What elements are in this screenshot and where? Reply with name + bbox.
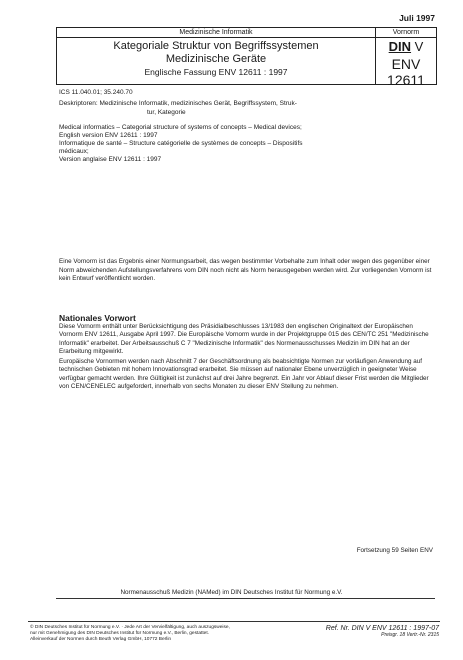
category-label: Medizinische Informatik [57, 28, 375, 38]
title-line-1: Kategoriale Struktur von Begriffssystemen [113, 40, 319, 52]
section-title: Nationales Vorwort [59, 313, 136, 323]
title-fr-version: Version anglaise ENV 12611 : 1997 [59, 156, 162, 163]
vornorm-note: Eine Vornorm ist das Ergebnis einer Normungsarbeit, das wegen bestimmter Vorbehalte zum Inhalt oder wegen des gegenüber einer Norm abweichenden Aufstellungsverfahrens vom DIN noch nicht als Norm herausgegeben werden wird. Zur vorliegenden Vornorm ist kein Entwurf veröffentlicht worden. [59, 258, 432, 282]
issue-date: Juli 1997 [399, 13, 435, 23]
foreword-paragraph-2: Europäische Vornormen werden nach Abschnitt 7 der Geschäftsordnung als beabsichtigte Normen zur vorläufigen Anwendung auf technischen Gebieten mit hohem Innovationsgrad erarbeitet. Sie müssen auf nationaler Ebene unverzüglich in geeigneter Weise verfügbar gemacht werden. Ihre Gültigkeit ist zunächst auf drei Jahre begrenzt. Ein Jahr vor Ablauf dieser Frist werden die Mitglieder von CEN/CENELEC aufgefordert, innerhalb von sechs Monaten zu dieser ENV Stellung zu nehmen. [59, 358, 429, 390]
din-suffix: V [414, 39, 424, 54]
deskriptoren-line-1: Medizinische Informatik, medizinisches Gerät, Begriffssystem, Struk- [99, 100, 297, 107]
title-block-right [376, 28, 436, 88]
bottom-divider [28, 621, 440, 622]
footer-divider [56, 598, 435, 599]
vornorm-label: Vornorm [376, 28, 436, 38]
title-line-2: Medizinische Geräte [165, 53, 267, 65]
copyright-line-2: nur mit Genehmigung des DIN Deutsches Institut für Normung e.V., Berlin, gestattet. [30, 631, 209, 636]
ref-price-group: Preisgr. 18 Vertr.-Nr. 2315 [381, 632, 439, 638]
env-number: ENV 12611 [387, 56, 425, 88]
title-block-left [57, 28, 376, 84]
deskriptoren-line-2: tur, Kategorie [147, 108, 186, 116]
copyright-line-3: Alleinverkauf der Normen durch Beuth Verlag GmbH, 10772 Berlin [30, 637, 172, 642]
deskriptoren [59, 100, 434, 117]
foreword-paragraph-1: Diese Vornorm enthält unter Berücksichtigung des Präsidialbeschlusses 13/1983 den englischen Originaltext der Europäischen Vornorm ENV 12611, Ausgabe April 1997. Die Europäische Vornorm wurde in der Projektgruppe 015 des CEN/TC 251 "Medizinische Informatik" erarbeitet. Der Arbeitsausschuß C 7 "Medizinische Informatik" des Normenausschusses Medizin im DIN hat an der Erarbeitung mitgewirkt. [59, 323, 429, 355]
din-designation [376, 39, 436, 54]
title-fr-cont: médicaux; [59, 148, 89, 155]
deskriptoren-label: Deskriptoren: [59, 100, 98, 107]
ref-main: Ref. Nr. DIN V ENV 12611 : 1997-07 [325, 625, 439, 632]
din-logo: DIN [388, 39, 412, 54]
title-en: Medical informatics – Categorial structure of systems of concepts – Medical devices; [59, 124, 302, 131]
ics-code: ICS 11.040.01; 35.240.70 [59, 89, 133, 96]
copyright-line-1: © DIN Deutsches Institut für Normung e.V. · Jede Art der Vervielfältigung, auch auszugsweise, [30, 625, 230, 630]
committee-name: Normenausschuß Medizin (NAMed) im DIN Deutsches Institut für Normung e.V. [120, 589, 343, 596]
continuation-note: Fortsetzung 59 Seiten ENV [356, 547, 433, 554]
title-en-version: English version ENV 12611 : 1997 [59, 132, 158, 139]
title-block [56, 27, 437, 88]
translated-titles [59, 124, 434, 164]
subtitle: Englische Fassung ENV 12611 : 1997 [144, 67, 288, 77]
reference-number [326, 625, 439, 638]
copyright-notice [30, 625, 290, 643]
title-fr: Informatique de santé – Structure catégorielle de systèmes de concepts – Dispositifs [59, 140, 303, 147]
